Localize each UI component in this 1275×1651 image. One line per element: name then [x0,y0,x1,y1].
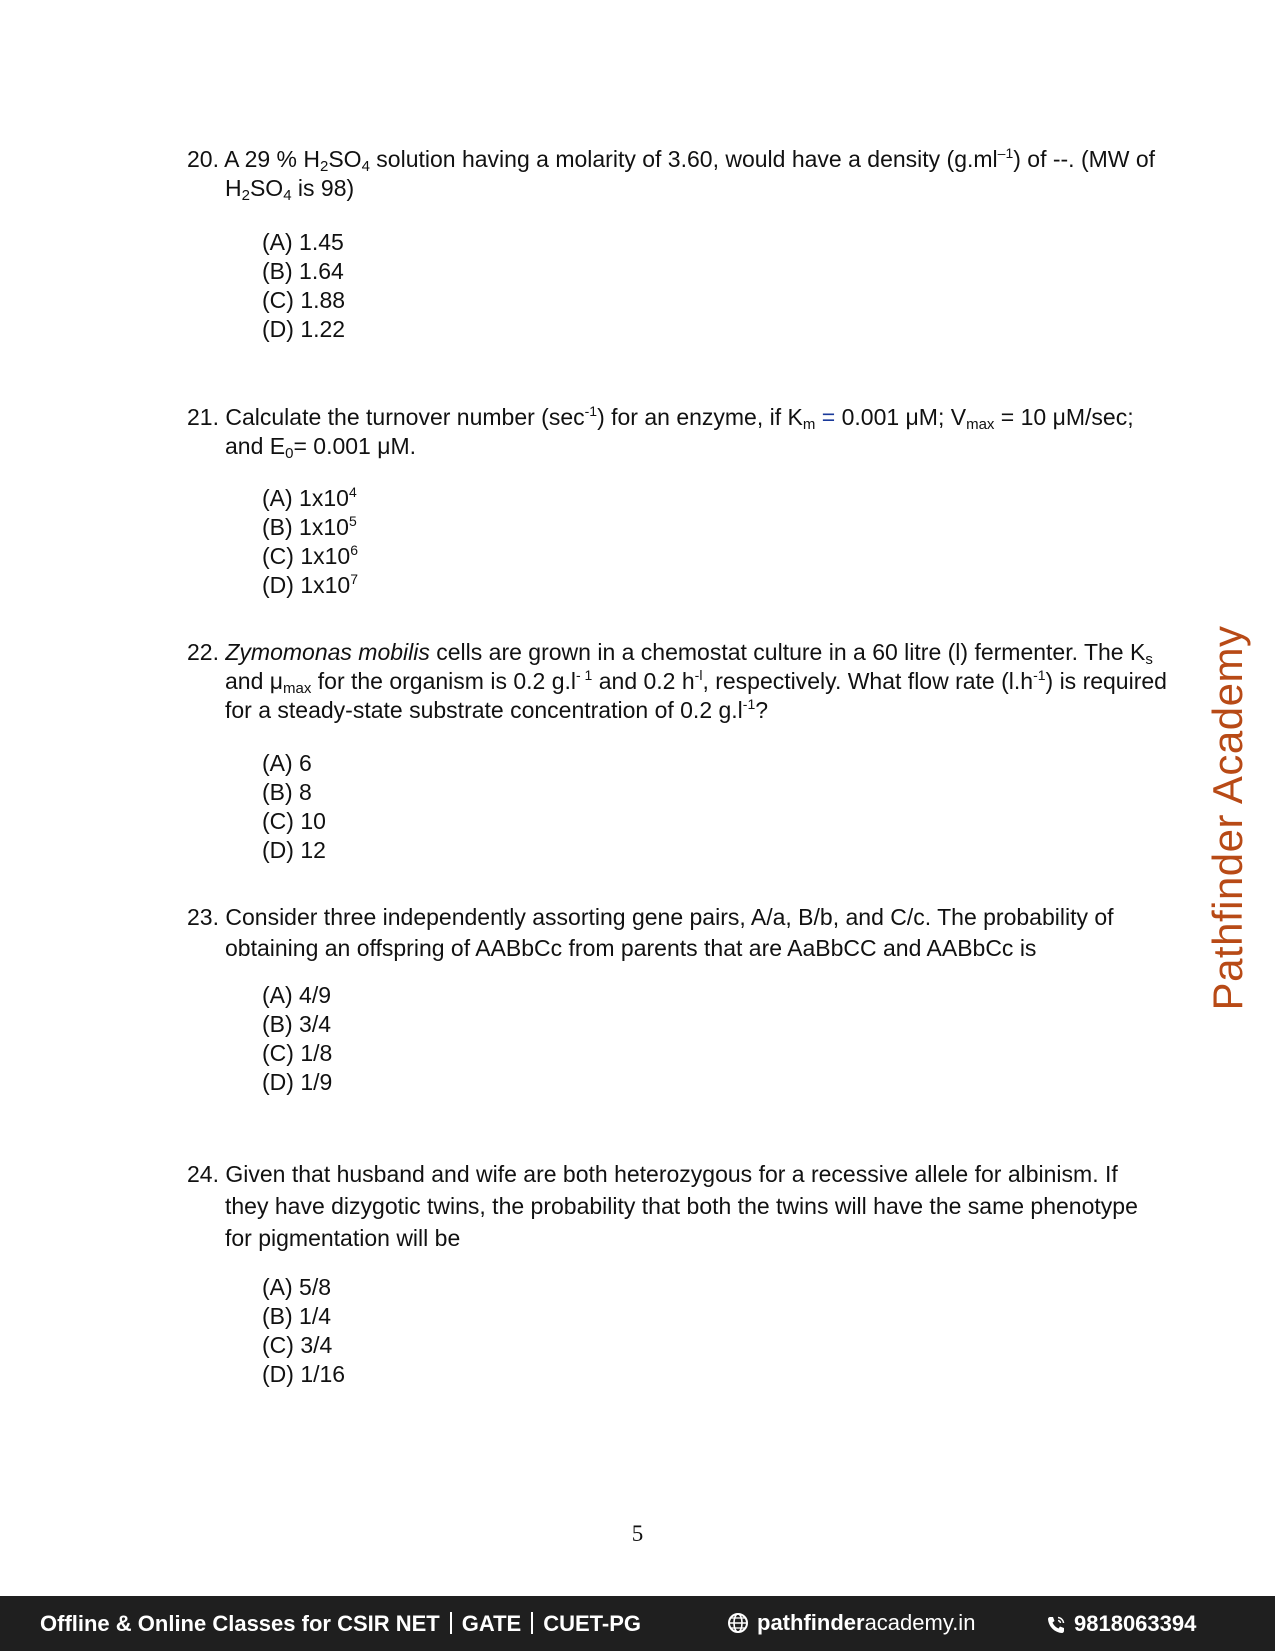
option: (C) 10 [262,808,326,834]
option: (B) 1.64 [262,258,344,284]
question-23 [187,902,1167,1097]
question-20 [187,145,1167,344]
question-stem: 20. A 29 % $H_2SO_4$ solution having a molarity of 3.60, would have a density $(g.ml^{-1})$ of --. (MW of $H_2SO_4$ is 98) [187,145,1156,204]
footer-class-csir: Offline & Online Classes for CSIR NET [40,1611,440,1636]
option: (B) 8 [262,779,312,805]
footer-phone[interactable]: 9818063394 [1046,1611,1196,1637]
footer-class-cuet: CUET-PG [543,1611,642,1636]
globe-icon [727,1612,749,1634]
option: (D) 1.22 [262,316,346,342]
option-list [262,981,1167,1097]
option: (C) $1x10^6$ [262,542,358,569]
footer-website-link[interactable]: pathfinderacademy.in [727,1610,975,1636]
footer-separator [531,1612,533,1634]
option-list [262,1273,1167,1389]
question-22 [187,638,1167,865]
option: (B) 3/4 [262,1011,332,1037]
option: (A) 6 [262,750,312,776]
option-list [262,749,1167,865]
option: (C) 3/4 [262,1332,333,1358]
option: (C) 1.88 [262,287,346,313]
footer-classes [40,1611,641,1637]
question-24 [187,1158,1167,1389]
option: (B) $1x10^5$ [262,513,357,540]
option: (A) 5/8 [262,1274,332,1300]
watermark: Pathfinder Academy [1204,625,1251,1011]
option-list [262,484,1167,600]
option-list [262,228,1167,344]
option: (D) $1x10^7$ [262,571,358,598]
option: (A) 1.45 [262,229,344,255]
option: (B) 1/4 [262,1303,332,1329]
footer-class-gate: GATE [461,1611,522,1636]
option: (A) 4/9 [262,982,332,1008]
phone-icon [1046,1615,1066,1635]
option: (D) 12 [262,837,326,863]
option: (D) 1/16 [262,1361,346,1387]
question-stem: 23. Consider three independently assorting gene pairs, A/a, B/b, and C/c. The probability of obtaining an offspring of AABbCc from parents that are AaBbCC and AABbCc is [187,904,1114,961]
option: (A) $1x10^4$ [262,484,357,511]
footer-separator [450,1612,452,1634]
footer-bar [0,1596,1275,1651]
question-stem: 22. Zymomonas mobilis cells are grown in a chemostat culture in a 60 litre (l) fermenter. The $K_s$ and $\mu_{max}$ for the organism is 0.2 $g.l^{- 1}$ and 0.2 $h^{-l}$, respectively. What flow rate $(l.h^{-1})$ is required for a steady-state substrate concentration of 0.2 $g.l^{-1}$? [187,639,1167,723]
option: (C) 1/8 [262,1040,333,1066]
option: (D) 1/9 [262,1069,333,1095]
question-stem: 21. Calculate the turnover number $(\sec^{-1})$ for an enzyme, if $K_m = 0.001$ μM; $V_{max} = 10$ μM/sec; and $E_0= 0.001$ μM. [187,403,1134,462]
question-stem: 24. Given that husband and wife are both heterozygous for a recessive allele for albinism. If they have dizygotic twins, the probability that both the twins will have the same phenotype for pigmentation will be [187,1161,1138,1251]
page-number: 5 [631,1521,644,1546]
question-21 [187,403,1167,600]
